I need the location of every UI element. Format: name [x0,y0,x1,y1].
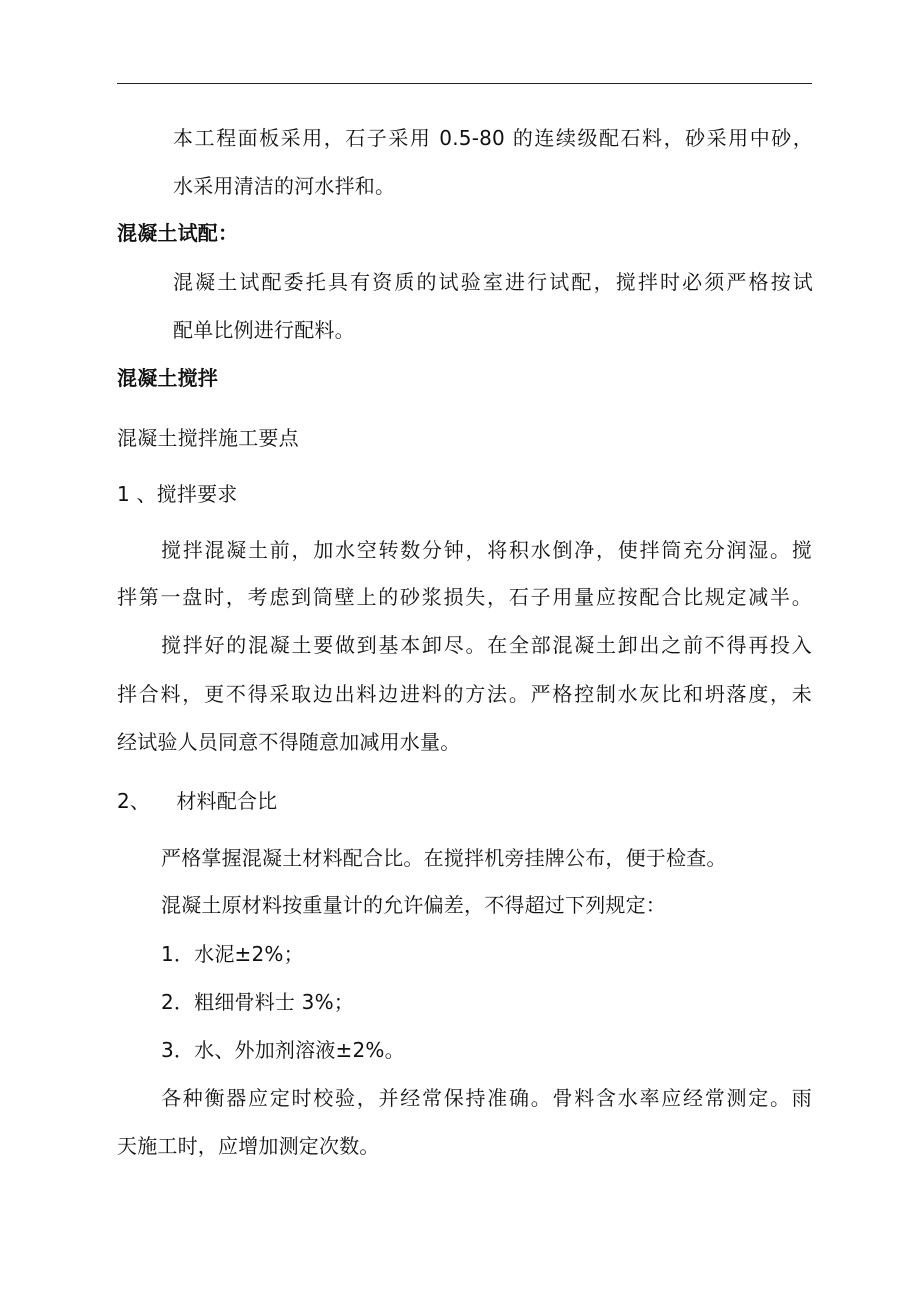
header-rule [117,83,812,84]
list-item: 3．水、外加剂溶液±2%。 [161,1038,405,1062]
paragraph-line: 各种衡器应定时校验，并经常保持准确。骨料含水率应经常测定。雨 [161,1086,812,1110]
paragraph-line: 搅拌好的混凝土要做到基本卸尽。在全部混凝土卸出之前不得再投入 [161,633,812,657]
paragraph-line: 配单比例进行配料。 [173,318,355,342]
paragraph-line: 拌第一盘时，考虑到筒壁上的砂浆损失，石子用量应按配合比规定减半。 [117,585,812,609]
list-item: 2．粗细骨料士 3%； [161,990,355,1014]
paragraph-line: 天施工时，应增加测定次数。 [117,1134,380,1158]
section-heading: 混凝土试配： [117,221,239,245]
paragraph-line: 拌合料，更不得采取边出料边进料的方法。严格控制水灰比和坍落度，未 [117,682,812,706]
section-heading: 混凝土搅拌 [117,366,218,390]
paragraph-line: 本工程面板采用，石子采用 0.5-80 的连续级配石料，砂采用中砂， [173,126,813,150]
paragraph-line: 严格掌握混凝土材料配合比。在搅拌机旁挂牌公布，便于检查。 [161,846,727,870]
numbered-heading: 2、 材料配合比 [117,789,278,813]
numbered-heading: 1 、搅拌要求 [117,482,238,506]
subheading: 混凝土搅拌施工要点 [117,426,299,450]
list-item: 1．水泥±2%； [161,942,304,966]
paragraph-line: 经试验人员同意不得随意加减用水量。 [117,730,461,754]
paragraph-line: 混凝土原材料按重量计的允许偏差，不得超过下列规定： [161,893,666,917]
paragraph-line: 水采用清洁的河水拌和。 [173,174,396,198]
paragraph-line: 混凝土试配委托具有资质的试验室进行试配，搅拌时必须严格按试 [173,270,813,294]
paragraph-line: 搅拌混凝土前，加水空转数分钟，将积水倒净，使拌筒充分润湿。搅 [161,538,812,562]
